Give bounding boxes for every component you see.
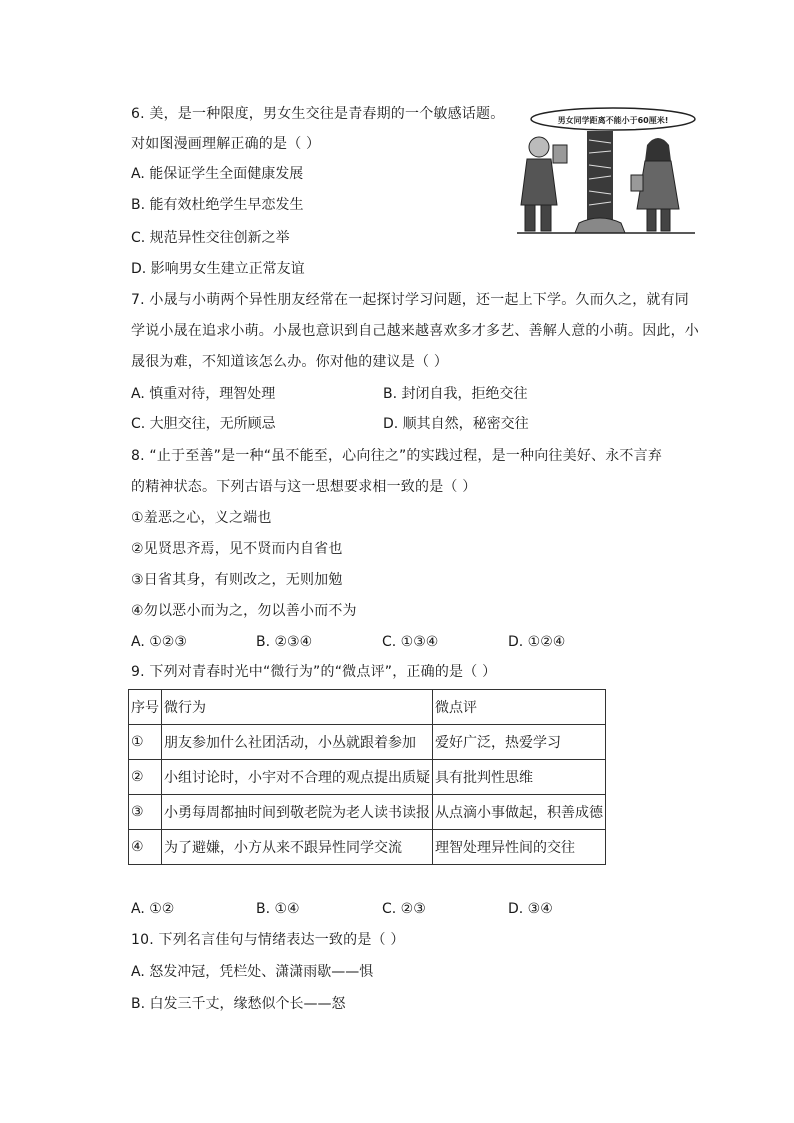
table-cell: ④ bbox=[129, 830, 162, 865]
q8-item-1: ①羞恶之心，义之端也 bbox=[131, 510, 272, 526]
table-cell: 从点滴小事做起，积善成德 bbox=[433, 795, 606, 830]
q6-cartoon-image bbox=[513, 105, 697, 237]
q8-option-a: A. ①②③ bbox=[131, 634, 187, 650]
q9-table bbox=[128, 689, 606, 865]
table-cell: 爱好广泛，热爱学习 bbox=[433, 725, 606, 760]
q7-option-b: B. 封闭自我，拒绝交往 bbox=[383, 386, 528, 402]
q7-stem-line1: 7. 小晟与小萌两个异性朋友经常在一起探讨学习问题，还一起上下学。久而久之，就有同 bbox=[131, 292, 690, 308]
table-cell: 小勇每周都抽时间到敬老院为老人读书读报 bbox=[162, 795, 433, 830]
table-header-cell: 微点评 bbox=[433, 690, 606, 725]
q9-option-a: A. ①② bbox=[131, 901, 175, 917]
q8-item-2: ②见贤思齐焉，见不贤而内自省也 bbox=[131, 541, 343, 557]
q9-option-b: B. ①④ bbox=[256, 901, 300, 917]
table-header-cell: 序号 bbox=[129, 690, 162, 725]
q8-item-4: ④勿以恶小而为之，勿以善小而不为 bbox=[131, 603, 357, 619]
table-cell: ① bbox=[129, 725, 162, 760]
q8-stem-line1: 8. “止于至善”是一种“虽不能至，心向往之”的实践过程，是一种向往美好、永不言弃 bbox=[131, 448, 663, 464]
table-row bbox=[129, 830, 606, 865]
q10-option-a: A. 怒发冲冠，凭栏处、潇潇雨歇——惧 bbox=[131, 964, 374, 980]
q8-item-3: ③日省其身，有则改之，无则加勉 bbox=[131, 572, 343, 588]
table-cell: 朋友参加什么社团活动，小丛就跟着参加 bbox=[162, 725, 433, 760]
table-cell: 理智处理异性间的交往 bbox=[433, 830, 606, 865]
q6-option-b: B. 能有效杜绝学生早恋发生 bbox=[131, 197, 304, 213]
q7-option-d: D. 顺其自然，秘密交往 bbox=[383, 416, 529, 432]
table-header-cell: 微行为 bbox=[162, 690, 433, 725]
q7-option-c: C. 大胆交往，无所顾忌 bbox=[131, 416, 276, 432]
table-cell: 为了避嫌，小方从来不跟异性同学交流 bbox=[162, 830, 433, 865]
q7-stem-line3: 晟很为难，不知道该怎么办。你对他的建议是（ ） bbox=[131, 354, 449, 370]
table-header-row bbox=[129, 690, 606, 725]
table-row bbox=[129, 795, 606, 830]
q10-stem: 10. 下列名言佳句与情绪表达一致的是（ ） bbox=[131, 932, 405, 948]
q8-option-c: C. ①③④ bbox=[382, 634, 439, 650]
q6-option-d: D. 影响男女生建立正常友谊 bbox=[131, 261, 305, 277]
q6-option-c: C. 规范异性交往创新之举 bbox=[131, 230, 290, 246]
table-row bbox=[129, 760, 606, 795]
q7-stem-line2: 学说小晟在追求小萌。小晟也意识到自己越来越喜欢多才多艺、善解人意的小萌。因此，小 bbox=[131, 323, 699, 339]
q10-option-b: B. 白发三千丈，缘愁似个长——怒 bbox=[131, 996, 346, 1012]
q6-stem-line2: 对如图漫画理解正确的是（ ） bbox=[131, 136, 321, 152]
q8-option-d: D. ①②④ bbox=[508, 634, 566, 650]
table-row bbox=[129, 725, 606, 760]
q7-option-a: A. 慎重对待，理智处理 bbox=[131, 386, 276, 402]
table-cell: ② bbox=[129, 760, 162, 795]
q9-option-d: D. ③④ bbox=[508, 901, 553, 917]
q8-stem-line2: 的精神状态。下列古语与这一思想要求相一致的是（ ） bbox=[131, 479, 477, 495]
q8-option-b: B. ②③④ bbox=[256, 634, 313, 650]
q6-option-a: A. 能保证学生全面健康发展 bbox=[131, 166, 304, 182]
q9-stem: 9. 下列对青春时光中“微行为”的“微点评”，正确的是（ ） bbox=[131, 664, 497, 680]
table-cell: 小组讨论时，小宇对不合理的观点提出质疑 bbox=[162, 760, 433, 795]
table-cell: 具有批判性思维 bbox=[433, 760, 606, 795]
q6-stem-line1: 6. 美，是一种限度，男女生交往是青春期的一个敏感话题。 bbox=[131, 106, 505, 122]
cartoon-caption: 男女同学距离不能小于60厘米! bbox=[557, 116, 669, 125]
q9-option-c: C. ②③ bbox=[382, 901, 426, 917]
table-cell: ③ bbox=[129, 795, 162, 830]
